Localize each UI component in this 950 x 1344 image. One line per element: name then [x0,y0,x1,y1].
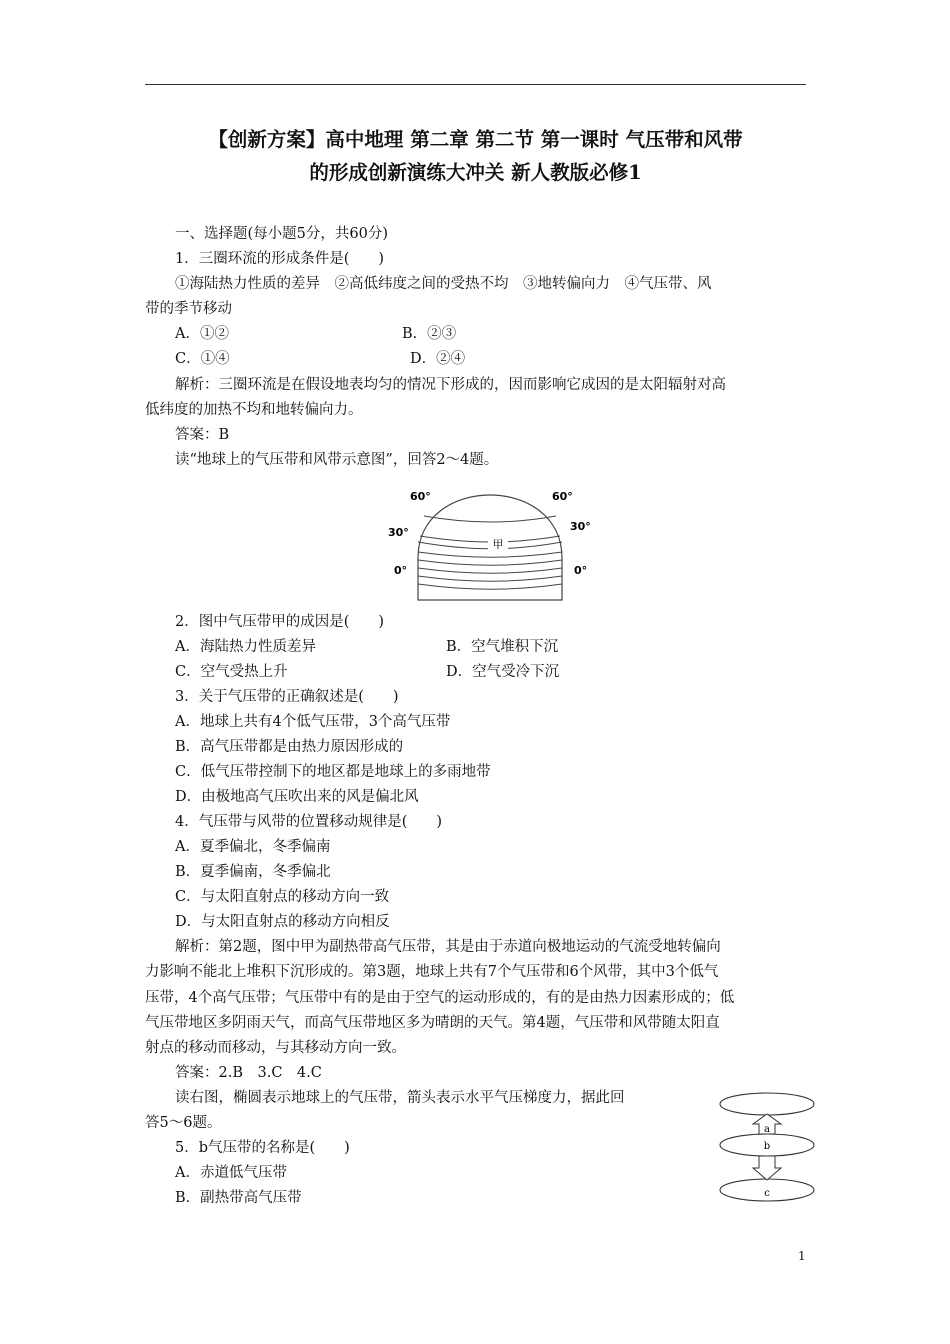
page-number: 1 [798,1249,806,1263]
q3-option-c: C．低气压带控制下的地区都是地球上的多雨地带 [175,764,491,780]
q4-option-c: C．与太阳直射点的移动方向一致 [175,889,390,905]
belt-line-5 [418,576,562,581]
q5-stem: 5．b气压带的名称是( ) [175,1140,350,1156]
q4-option-b: B．夏季偏南，冬季偏北 [175,864,331,880]
label-30-left: 30° [388,526,409,539]
q2-option-a: A．海陆热力性质差异 [175,639,316,655]
q3-option-d: D．由极地高气压吹出来的风是偏北风 [175,789,419,805]
q5-option-b: B．副热带高气压带 [175,1190,302,1206]
q1-answer: 答案：B [175,427,230,443]
belt-line-3 [418,560,562,565]
belt-line-4 [418,568,562,573]
label-30-right: 30° [570,520,591,533]
q1-option-a: A．①② [175,326,229,342]
q4-stem: 4．气压带与风带的位置移动规律是( ) [175,814,443,830]
q3-stem: 3．关于气压带的正确叙述是( ) [175,689,399,705]
analysis-2-4-line-1: 解析：第2题，图中甲为副热带高气压带，其是由于赤道向极地运动的气流受地转偏向 [175,939,721,955]
ellipse-top [720,1093,814,1115]
latitude-line-60 [424,516,556,522]
q1-option-d: D．②④ [410,351,466,367]
q3-option-a: A．地球上共有4个低气压带，3个高气压带 [175,714,451,730]
document-title-line-1: 【创新方案】高中地理 第二章 第二节 第一课时 气压带和风带 [208,128,743,151]
q1-option-c: C．①④ [175,351,230,367]
q4-option-d: D．与太阳直射点的移动方向相反 [175,914,390,930]
q1-stem: 1．三圈环流的形成条件是( ) [175,251,385,267]
header-rule [145,84,806,85]
analysis-2-4-line-5: 射点的移动而移动，与其移动方向一致。 [145,1040,406,1056]
belt-label-jia: 甲 [492,538,504,551]
read-prompt-figure-2-line-2: 答5～6题。 [145,1115,222,1131]
q4-option-a: A．夏季偏北，冬季偏南 [175,839,331,855]
label-0-right: 0° [574,564,588,577]
q2-stem: 2．图中气压带甲的成因是( ) [175,614,385,630]
analysis-2-4-line-3: 压带，4个高气压带；气压带中有的是由于空气的运动形成的，有的是由热力因素形成的；低 [145,990,735,1006]
q2-option-b: B．空气堆积下沉 [446,639,559,655]
label-60-left: 60° [410,490,431,503]
label-c: c [764,1188,770,1199]
q3-option-b: B．高气压带都是由热力原因形成的 [175,739,404,755]
q1-conditions-line-1: ①海陆热力性质的差异 ②高低纬度之间的受热不均 ③地转偏向力 ④气压带、风 [175,276,712,292]
read-prompt-figure-1: 读“地球上的气压带和风带示意图”，回答2～4题。 [175,452,499,468]
q1-analysis-line-2: 低纬度的加热不均和地转偏向力。 [145,402,363,418]
analysis-2-4-line-2: 力影响不能北上堆积下沉形成的。第3题，地球上共有7个气压带和6个风带，其中3个低气 [145,964,719,980]
document-title-line-2: 的形成创新演练大冲关 新人教版必修1 [309,161,642,184]
arrow-down-c [753,1156,781,1180]
q1-conditions-line-2: 带的季节移动 [145,301,232,317]
belt-line-2 [418,552,562,557]
latitude-line-0 [418,584,562,589]
analysis-2-4-line-4: 气压带地区多阴雨天气，而高气压带地区多为晴朗的天气。第4题，气压带和风带随太阳直 [145,1015,720,1031]
pressure-belt-diagram [380,478,600,606]
label-a: a [764,1124,770,1135]
section-heading: 一、选择题(每小题5分，共60分) [175,226,388,242]
q5-option-a: A．赤道低气压带 [175,1165,287,1181]
q1-analysis-line-1: 解析：三圈环流是在假设地表均匀的情况下形成的，因而影响它成因的是太阳辐射对高 [175,377,726,393]
label-0-left: 0° [394,564,408,577]
q2-option-c: C．空气受热上升 [175,664,288,680]
label-60-right: 60° [552,490,573,503]
read-prompt-figure-2-line-1: 读右图，椭圆表示地球上的气压带，箭头表示水平气压梯度力，据此回 [175,1090,625,1106]
label-b: b [763,1141,771,1152]
q1-option-b: B．②③ [402,326,457,342]
ellipse-pressure-diagram [712,1090,822,1206]
answer-2-4: 答案：2.B 3.C 4.C [175,1065,322,1081]
q2-option-d: D．空气受冷下沉 [446,664,560,680]
